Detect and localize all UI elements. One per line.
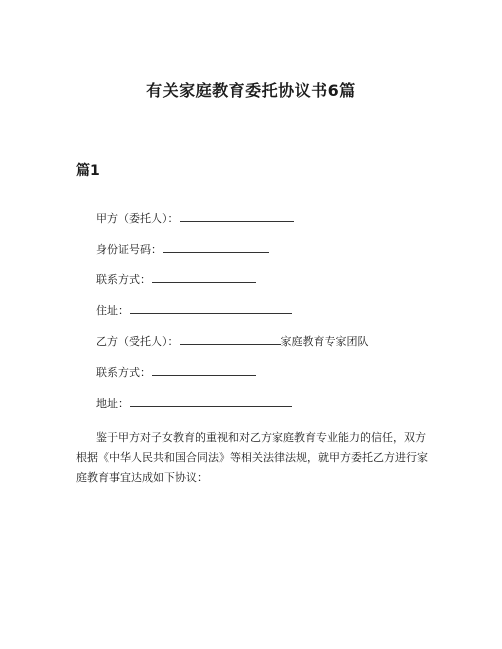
party-b-contact-field [96, 364, 256, 378]
id-number-blank [163, 241, 269, 253]
party-a-blank [180, 210, 294, 222]
party-a-field [96, 210, 294, 224]
party-a-label: 甲方（委托人）： [96, 212, 179, 225]
party-b-contact-blank [152, 364, 256, 376]
id-number-label: 身份证号码： [96, 243, 162, 256]
party-a-contact-field [96, 271, 256, 285]
party-b-address-blank [130, 395, 292, 407]
party-a-contact-blank [152, 271, 256, 283]
party-b-contact-label: 联系方式： [96, 366, 151, 379]
document-title: 有关家庭教育委托协议书6篇 [146, 81, 356, 100]
party-a-address-field [96, 302, 292, 316]
party-b-address-field [96, 395, 292, 409]
party-a-address-label: 住址： [96, 304, 129, 317]
party-b-value: 家庭教育专家团队 [280, 335, 369, 348]
party-a-contact-label: 联系方式： [96, 273, 151, 286]
party-b-label: 乙方（受托人）： [96, 335, 179, 348]
section-heading: 篇1 [76, 163, 100, 179]
preamble-paragraph [76, 428, 430, 488]
party-b-address-label: 地址： [96, 397, 129, 410]
party-b-field [96, 333, 369, 347]
party-b-blank [180, 333, 281, 345]
id-number-field [96, 241, 269, 255]
party-a-address-blank [130, 302, 292, 314]
preamble-text: 鉴于甲方对子女教育的重视和对乙方家庭教育专业能力的信任，双方根据《中华人民共和国合同法》等相关法律法规，就甲方委托乙方进行家庭教育事宜达成如下协议： [76, 431, 428, 484]
